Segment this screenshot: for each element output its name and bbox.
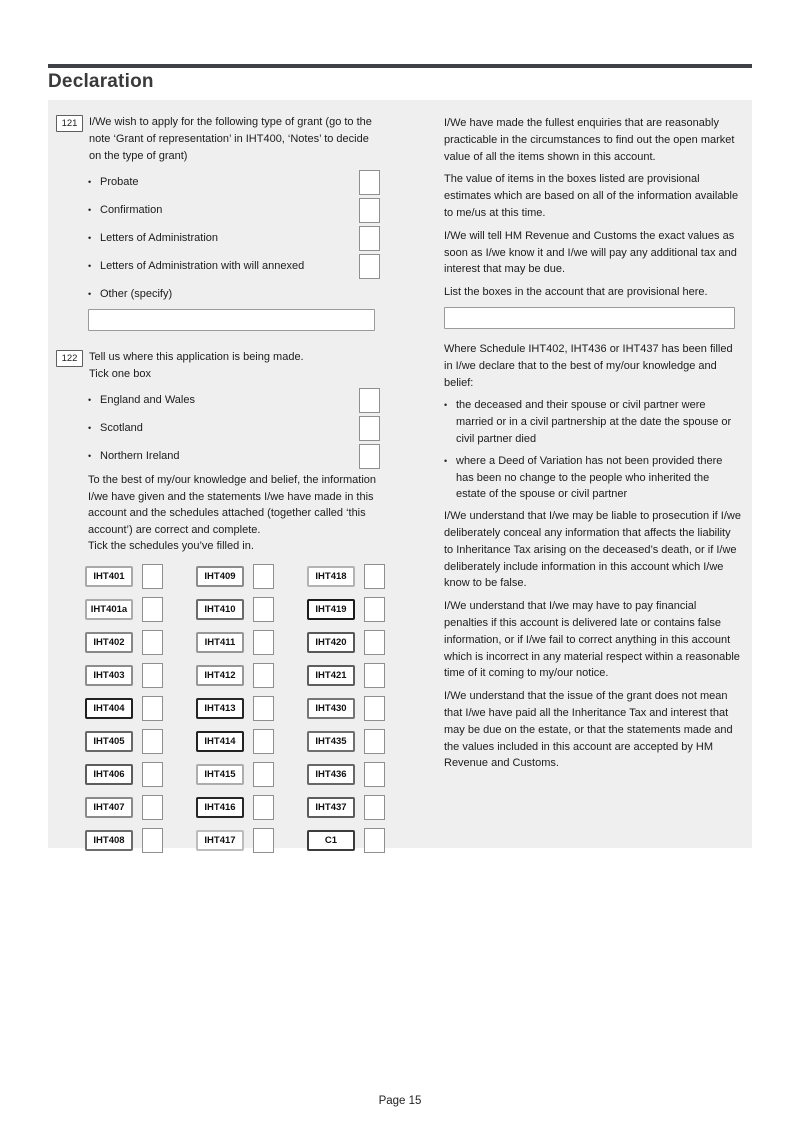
checkbox-england-and-wales[interactable] (359, 388, 380, 413)
checkbox-probate[interactable] (359, 170, 380, 195)
page-title: Declaration (48, 71, 154, 92)
schedule-label-c1: C1 (307, 830, 355, 851)
question-number-121: 121 (56, 115, 83, 132)
paragraph-where-schedule: Where Schedule IHT402, IHT436 or IHT437 has been filled in I/we declare that to the best of my/our knowledge and belief: (444, 342, 733, 389)
bullet-icon: • (88, 176, 92, 187)
option-label-england-and-wales: England and Wales (100, 393, 195, 406)
schedule-label-iht402: IHT402 (85, 632, 133, 653)
declaration-bullet-list (444, 397, 742, 503)
bullet-icon: • (444, 400, 448, 411)
schedule-checkbox-iht415[interactable] (253, 762, 274, 787)
option-label-other-specify: Other (specify) (100, 287, 173, 300)
schedule-label-iht420: IHT420 (307, 632, 355, 653)
schedule-item-iht412 (196, 663, 274, 688)
schedule-label-iht410: IHT410 (196, 599, 244, 620)
checkbox-scotland[interactable] (359, 416, 380, 441)
bullet-icon: • (88, 260, 92, 271)
schedule-checkbox-iht409[interactable] (253, 564, 274, 589)
bullet-icon: • (88, 232, 92, 243)
schedule-label-iht403: IHT403 (85, 665, 133, 686)
schedule-checkbox-iht436[interactable] (364, 762, 385, 787)
option-row-letters-of-administration (56, 224, 380, 252)
question-121-text: I/We wish to apply for the following type of grant (go to the note ‘Grant of representation’ in IHT400, ‘Notes’ to decide on the type of grant) (89, 116, 372, 162)
schedule-label-iht401a: IHT401a (85, 599, 133, 620)
schedule-item-iht436 (307, 762, 385, 787)
option-label-northern-ireland: Northern Ireland (100, 449, 180, 462)
option-label-letters-of-administration: Letters of Administration (100, 231, 219, 244)
schedule-label-iht418: IHT418 (307, 566, 355, 587)
option-row-probate (56, 168, 380, 196)
bullet-icon: • (88, 204, 92, 215)
schedule-checkbox-iht401a[interactable] (142, 597, 163, 622)
option-row-northern-ireland (56, 442, 380, 470)
option-row-scotland (56, 414, 380, 442)
option-label-confirmation: Confirmation (100, 203, 163, 216)
schedule-item-iht419 (307, 597, 385, 622)
option-row-confirmation (56, 196, 380, 224)
question-122-line2: Tick one box (89, 368, 151, 380)
paragraph-enquiries: I/We have made the fullest enquiries that are reasonably practicable in the circumstances to find out the open market value of all the items shown in this account. (444, 117, 735, 163)
bullet-item-married-text: the deceased and their spouse or civil partner were married or in a civil partnership at the date the spouse or civil partner died (456, 399, 732, 445)
schedule-item-iht411 (196, 630, 274, 655)
schedule-label-iht430: IHT430 (307, 698, 355, 719)
schedule-label-iht415: IHT415 (196, 764, 244, 785)
schedule-item-iht408 (85, 828, 163, 853)
question-122-text (89, 349, 380, 383)
bullet-icon: • (88, 422, 92, 433)
checkbox-northern-ireland[interactable] (359, 444, 380, 469)
option-row-letters-of-administration-with-will-annexed (56, 252, 380, 280)
schedule-item-iht410 (196, 597, 274, 622)
page-number: Page 15 (378, 1095, 422, 1107)
schedule-item-iht405 (85, 729, 163, 754)
tick-instruction: Tick the schedules you’ve filled in. (88, 540, 254, 553)
option-label-probate: Probate (100, 175, 139, 188)
option-row-other-specify (56, 283, 380, 305)
schedule-checkbox-iht410[interactable] (253, 597, 274, 622)
schedule-checkbox-iht420[interactable] (364, 630, 385, 655)
paragraph-prosecution: I/We understand that I/we may be liable to prosecution if I/we deliberately conceal any information that affects the liability to Inheritance Tax arising on the deceased’s death, or if I/we deliberately include information in this account which I/we know to be false. (444, 510, 741, 590)
left-column (56, 114, 380, 853)
schedule-item-iht409 (196, 564, 274, 589)
schedule-label-iht405: IHT405 (85, 731, 133, 752)
schedule-checkbox-iht404[interactable] (142, 696, 163, 721)
schedule-checkbox-iht407[interactable] (142, 795, 163, 820)
schedule-checkbox-iht435[interactable] (364, 729, 385, 754)
schedule-checkbox-iht408[interactable] (142, 828, 163, 853)
schedule-label-iht416: IHT416 (196, 797, 244, 818)
schedule-item-iht401a (85, 597, 163, 622)
schedule-label-iht417: IHT417 (196, 830, 244, 851)
belief-text: To the best of my/our knowledge and belief, the information I/we have given and the statements I/we have made in this account and the schedules attached (together called ‘this account’) are correct and complete. (88, 474, 377, 536)
schedule-item-iht418 (307, 564, 385, 589)
schedule-label-iht419: IHT419 (307, 599, 355, 620)
checkbox-letters-of-administration[interactable] (359, 226, 380, 251)
question-121 (56, 114, 380, 165)
checkbox-letters-of-administration-with-will-annexed[interactable] (359, 254, 380, 279)
schedule-checkbox-iht416[interactable] (253, 795, 274, 820)
bullet-icon: • (444, 455, 448, 466)
option-label-letters-of-administration-with-will-annexed: Letters of Administration with will annexed (100, 259, 305, 272)
schedule-item-iht406 (85, 762, 163, 787)
bullet-item-married (444, 397, 742, 447)
paragraph-exact-values: I/We will tell HM Revenue and Customs the exact values as soon as I/we know it and I/we will pay any additional tax and interest that may be due. (444, 229, 737, 276)
schedule-label-iht411: IHT411 (196, 632, 244, 653)
bullet-item-deed-of-variation-text: where a Deed of Variation has not been provided there has been no change to the people who inherited the estate of the spouse or civil partner (456, 454, 723, 501)
q122-options (56, 386, 380, 470)
provisional-boxes-label: List the boxes in the account that are provisional here. (444, 286, 708, 299)
schedule-item-iht403 (85, 663, 163, 688)
schedule-checkbox-iht437[interactable] (364, 795, 385, 820)
schedule-label-iht414: IHT414 (196, 731, 244, 752)
schedule-checkbox-iht412[interactable] (253, 663, 274, 688)
schedule-checkbox-iht430[interactable] (364, 696, 385, 721)
schedule-item-iht430 (307, 696, 385, 721)
schedule-label-iht437: IHT437 (307, 797, 355, 818)
schedule-checkbox-iht411[interactable] (253, 630, 274, 655)
schedule-item-iht435 (307, 729, 385, 754)
right-column (444, 115, 742, 778)
declaration-panel (48, 100, 752, 848)
schedule-item-iht417 (196, 828, 274, 853)
bullet-icon: • (88, 394, 92, 405)
schedule-checkbox-iht418[interactable] (364, 564, 385, 589)
schedule-label-iht436: IHT436 (307, 764, 355, 785)
schedule-checkbox-iht417[interactable] (253, 828, 274, 853)
schedule-checkbox-iht421[interactable] (364, 663, 385, 688)
other-specify-input[interactable] (88, 309, 375, 331)
schedule-checkbox-iht402[interactable] (142, 630, 163, 655)
belief-paragraph (88, 472, 386, 555)
schedule-item-iht401 (85, 564, 163, 589)
schedule-item-iht404 (85, 696, 163, 721)
schedule-checkbox-iht414[interactable] (253, 729, 274, 754)
schedule-label-iht435: IHT435 (307, 731, 355, 752)
question-122-line1: Tell us where this application is being made. (89, 351, 304, 363)
section-divider (48, 64, 752, 68)
schedule-label-iht409: IHT409 (196, 566, 244, 587)
paragraph-penalties: I/We understand that I/we may have to pay financial penalties if this account is delivered late or contains false information, or if I/we fail to correct anything in this account which is incorrect in any material respect within a reasonable time of it coming to my/our notice. (444, 600, 740, 680)
schedule-checkbox-iht401[interactable] (142, 564, 163, 589)
schedule-item-iht420 (307, 630, 385, 655)
schedule-label-iht406: IHT406 (85, 764, 133, 785)
schedule-checkbox-iht403[interactable] (142, 663, 163, 688)
schedule-item-iht415 (196, 762, 274, 787)
schedule-checkbox-iht419[interactable] (364, 597, 385, 622)
option-row-england-and-wales (56, 386, 380, 414)
paragraph-provisional-estimates: The value of items in the boxes listed are provisional estimates which are based on all of the information available to me/us at this time. (444, 173, 739, 219)
question-122 (56, 349, 380, 383)
checkbox-confirmation[interactable] (359, 198, 380, 223)
bullet-icon: • (88, 288, 92, 299)
schedule-label-iht413: IHT413 (196, 698, 244, 719)
schedule-item-c1 (307, 828, 385, 853)
schedule-item-iht402 (85, 630, 163, 655)
schedule-label-iht407: IHT407 (85, 797, 133, 818)
schedule-label-iht412: IHT412 (196, 665, 244, 686)
schedule-checkbox-iht406[interactable] (142, 762, 163, 787)
schedule-item-iht413 (196, 696, 274, 721)
schedule-label-iht421: IHT421 (307, 665, 355, 686)
schedule-checkbox-c1[interactable] (364, 828, 385, 853)
schedule-label-iht408: IHT408 (85, 830, 133, 851)
question-number-122: 122 (56, 350, 83, 367)
schedule-label-iht404: IHT404 (85, 698, 133, 719)
schedule-checkbox-iht405[interactable] (142, 729, 163, 754)
schedule-item-iht416 (196, 795, 274, 820)
q121-options (56, 168, 380, 280)
schedule-grid (85, 564, 380, 853)
provisional-boxes-input[interactable] (444, 307, 735, 329)
schedule-checkbox-iht413[interactable] (253, 696, 274, 721)
bullet-icon: • (88, 450, 92, 461)
schedule-item-iht437 (307, 795, 385, 820)
option-label-scotland: Scotland (100, 421, 143, 434)
schedule-item-iht407 (85, 795, 163, 820)
paragraph-grant-issue: I/We understand that the issue of the grant does not mean that I/we have paid all the Inheritance Tax and interest that may be due on the estate, or that the statements made and the values included in this account are accepted by HM Revenue and Customs. (444, 690, 733, 770)
schedule-item-iht414 (196, 729, 274, 754)
schedule-label-iht401: IHT401 (85, 566, 133, 587)
bullet-item-deed-of-variation (444, 453, 742, 503)
schedule-item-iht421 (307, 663, 385, 688)
